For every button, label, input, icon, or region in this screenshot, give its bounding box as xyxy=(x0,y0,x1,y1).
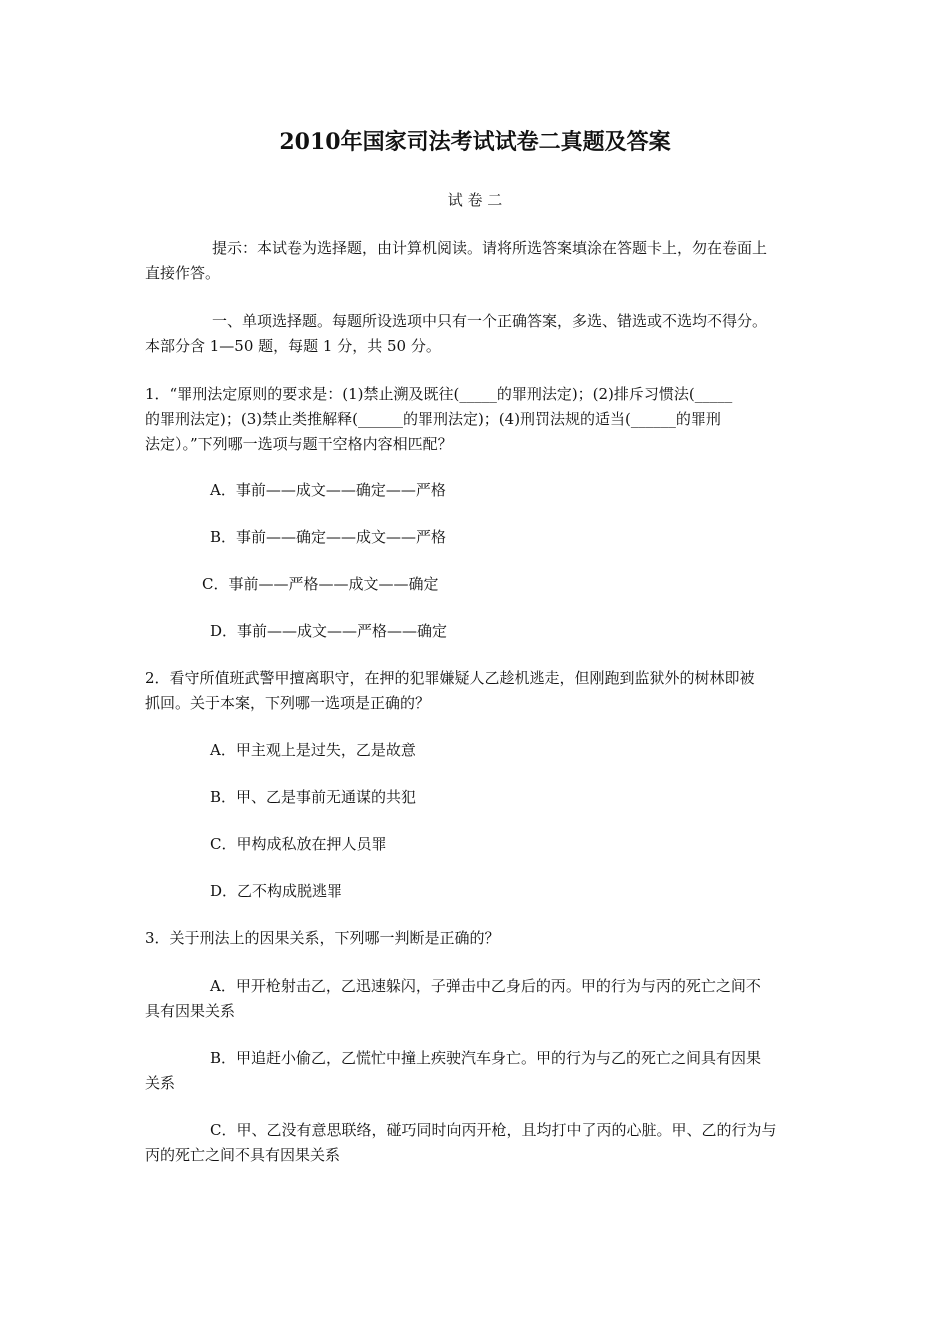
q2-option-a: A．甲主观上是过失，乙是故意 xyxy=(210,741,416,759)
q1-stem-line-1: 1．“罪刑法定原则的要求是：(1)禁止溯及既往(_____的罪刑法定)；(2)排斥习惯法(_____ xyxy=(145,385,733,403)
q3-stem: 3．关于刑法上的因果关系，下列哪一判断是正确的？ xyxy=(145,929,500,947)
q1-option-c: C．事前——严格——成文——确定 xyxy=(202,575,439,593)
q2-stem-line-2: 抓回。关于本案，下列哪一选项是正确的？ xyxy=(145,694,431,712)
q1-option-b: B．事前——确定——成文——严格 xyxy=(210,528,447,546)
q3-option-c-line-1: C．甲、乙没有意思联络，碰巧同时向丙开枪，且均打中了丙的心脏。甲、乙的行为与 xyxy=(210,1121,777,1139)
q3-option-a-line-1: A．甲开枪射击乙，乙迅速躲闪，子弹击中乙身后的丙。甲的行为与丙的死亡之间不 xyxy=(210,977,761,995)
section-heading-line-1: 一、单项选择题。每题所设选项中只有一个正确答案，多选、错选或不选均不得分。 xyxy=(212,312,768,330)
q1-stem-line-3: 法定）。”下列哪一选项与题干空格内容相匹配？ xyxy=(145,435,453,453)
q1-stem-line-2: 的罪刑法定)；(3)禁止类推解释(______的罪刑法定)；(4)刑罚法规的适当(______的罪刑 xyxy=(145,410,721,428)
document-title: 2010年国家司法考试试卷二真题及答案 xyxy=(279,129,671,155)
q1-option-a: A．事前——成文——确定——严格 xyxy=(210,481,446,499)
q3-option-a-line-2: 具有因果关系 xyxy=(145,1002,236,1020)
notice-line-2: 直接作答。 xyxy=(145,264,221,282)
paper-subtitle: 试 卷 二 xyxy=(447,191,503,209)
q2-option-c: C．甲构成私放在押人员罪 xyxy=(210,835,387,853)
q2-option-b: B．甲、乙是事前无通谋的共犯 xyxy=(210,788,417,806)
section-heading-line-2: 本部分含 1—50 题，每题 1 分，共 50 分。 xyxy=(145,337,441,355)
q3-option-c-line-2: 丙的死亡之间不具有因果关系 xyxy=(145,1146,341,1164)
q2-option-d: D．乙不构成脱逃罪 xyxy=(210,882,343,900)
notice-line-1: 提示：本试卷为选择题，由计算机阅读。请将所选答案填涂在答题卡上，勿在卷面上 xyxy=(212,239,768,257)
q2-stem-line-1: 2．看守所值班武警甲擅离职守，在押的犯罪嫌疑人乙趁机逃走，但刚跑到监狱外的树林即被 xyxy=(145,669,755,687)
q1-option-d: D．事前——成文——严格——确定 xyxy=(210,622,448,640)
q3-option-b-line-2: 关系 xyxy=(145,1074,176,1092)
q3-option-b-line-1: B．甲追赶小偷乙，乙慌忙中撞上疾驶汽车身亡。甲的行为与乙的死亡之间具有因果 xyxy=(210,1049,762,1067)
